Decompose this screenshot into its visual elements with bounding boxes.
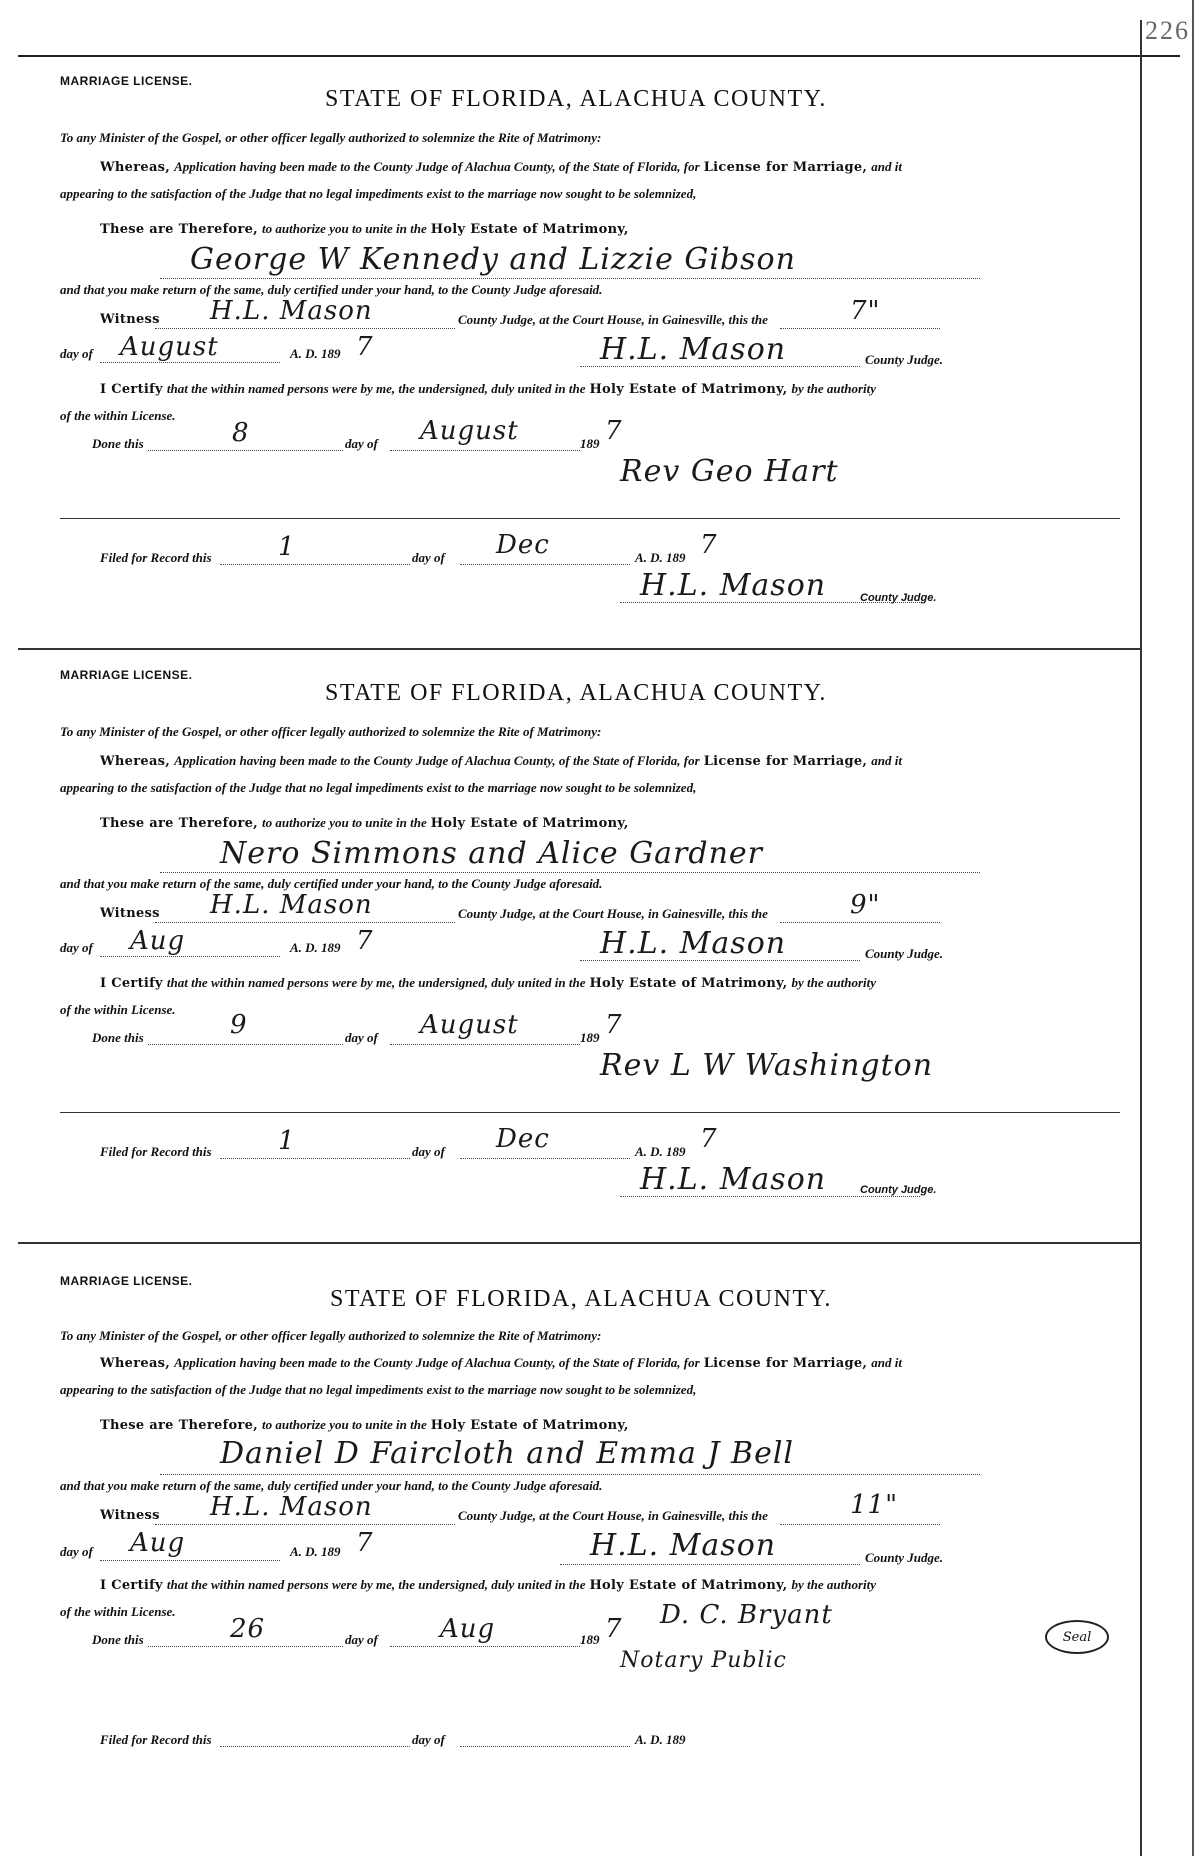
filed-ad: A. D. 189 [635, 550, 686, 565]
issue-month-rule [100, 1560, 280, 1561]
certify-line: I Certify that the within named persons were by me, the undersigned, duly united in the Holy Estate of Matrimony, by the authority [100, 975, 877, 991]
filed-day: 1 [278, 532, 296, 562]
done-month: Aug [440, 1614, 496, 1644]
done-year: 7 [605, 416, 623, 446]
license-heading: STATE OF FLORIDA, ALACHUA COUNTY. [325, 680, 827, 706]
done-day-of: day of [345, 1632, 378, 1647]
judge-rule [580, 960, 860, 961]
judge-signature: H.L. Mason [590, 1528, 777, 1563]
done-day-rule [148, 1646, 343, 1647]
notary-seal: Seal [1045, 1620, 1109, 1654]
officiant-title: Notary Public [620, 1648, 787, 1673]
appearing-line: appearing to the satisfaction of the Judge that no legal impediments exist to the marriage now sought to be solemnized, [60, 1382, 697, 1397]
filed-judge-rule [620, 1196, 920, 1197]
couple-names: Daniel D Faircloth and Emma J Bell [220, 1436, 795, 1471]
filed-label: Filed for Record this [100, 550, 212, 565]
issue-month: Aug [130, 1528, 186, 1558]
whereas-line: Whereas, Application having been made to the County Judge of Alachua County, of the State of Florida, for License for Marriage, and it [100, 753, 902, 769]
done-month: August [420, 1010, 519, 1040]
page-number: 226 [1145, 16, 1190, 45]
day-of-label: day of [60, 940, 93, 955]
whereas-line: Whereas, Application having been made to the County Judge of Alachua County, of the State of Florida, for License for Marriage, and it [100, 1355, 902, 1371]
officiant-signature: D. C. Bryant [660, 1600, 833, 1630]
license-1 [60, 70, 1120, 630]
names-rule [160, 1474, 980, 1475]
witness-name: H.L. Mason [210, 1492, 373, 1522]
judge-rule [560, 1564, 860, 1565]
county-judge-label: County Judge. [865, 1550, 944, 1565]
filed-ad: A. D. 189 [635, 1732, 686, 1747]
done-year: 7 [605, 1010, 623, 1040]
license-3 [60, 1270, 1120, 1830]
county-judge-label: County Judge. [865, 352, 944, 367]
filed-separator [60, 1112, 1120, 1113]
issue-day: 11" [850, 1490, 899, 1520]
county-judge-small: County Judge. [860, 1184, 937, 1196]
officiant-signature: Rev Geo Hart [620, 454, 839, 489]
couple-names: George W Kennedy and Lizzie Gibson [190, 242, 796, 277]
done-year-label: 189 [580, 1632, 600, 1647]
filed-day-rule [220, 564, 410, 565]
names-rule [160, 278, 980, 279]
done-this-label: Done this [92, 1030, 144, 1045]
certify-line: I Certify that the within named persons were by me, the undersigned, duly united in the Holy Estate of Matrimony, by the authority [100, 381, 877, 397]
issue-day-rule [780, 328, 940, 329]
couple-names: Nero Simmons and Alice Gardner [220, 836, 764, 871]
done-month-rule [390, 450, 580, 451]
filed-day: 1 [278, 1126, 296, 1156]
filed-ad: A. D. 189 [635, 1144, 686, 1159]
filed-month: Dec [496, 530, 550, 560]
issue-day: 7" [850, 296, 881, 326]
filed-day-rule [220, 1158, 410, 1159]
names-rule [160, 872, 980, 873]
within-license: of the within License. [60, 408, 176, 423]
filed-separator [60, 518, 1120, 519]
issue-year: 7 [356, 926, 374, 956]
address-line: To any Minister of the Gospel, or other officer legally authorized to solemnize the Rite of Matrimony: [60, 1328, 602, 1343]
these-line: These are Therefore, to authorize you to unite in the Holy Estate of Matrimony, [100, 221, 629, 237]
judge-rule [580, 366, 860, 367]
witness-name: H.L. Mason [210, 890, 373, 920]
done-month-rule [390, 1044, 580, 1045]
license-divider-1 [18, 648, 1140, 650]
these-line: These are Therefore, to authorize you to unite in the Holy Estate of Matrimony, [100, 1417, 629, 1433]
done-day: 8 [232, 418, 250, 448]
certify-line: I Certify that the within named persons were by me, the undersigned, duly united in the Holy Estate of Matrimony, by the authority [100, 1577, 877, 1593]
address-line: To any Minister of the Gospel, or other officer legally authorized to solemnize the Rite of Matrimony: [60, 724, 602, 739]
county-judge-small: County Judge. [860, 592, 937, 604]
address-line: To any Minister of the Gospel, or other officer legally authorized to solemnize the Rite of Matrimony: [60, 130, 602, 145]
done-month: August [420, 416, 519, 446]
filed-month: Dec [496, 1124, 550, 1154]
witness-rule [155, 922, 455, 923]
filed-day-of: day of [412, 1144, 445, 1159]
day-of-label: day of [60, 346, 93, 361]
page-edge-rule [1192, 0, 1194, 1856]
issue-year: 7 [356, 1528, 374, 1558]
ad-label: A. D. 189 [290, 346, 341, 361]
witness-line: Witness [100, 312, 160, 327]
filed-day-of: day of [412, 550, 445, 565]
license-divider-2 [18, 1242, 1140, 1244]
witness-rule [155, 328, 455, 329]
right-margin-rule [1140, 20, 1142, 1856]
done-this-label: Done this [92, 436, 144, 451]
day-of-label: day of [60, 1544, 93, 1559]
these-line: These are Therefore, to authorize you to unite in the Holy Estate of Matrimony, [100, 815, 629, 831]
license-type-label: MARRIAGE LICENSE. [60, 1274, 193, 1288]
issue-month: August [120, 332, 219, 362]
filed-judge-signature: H.L. Mason [640, 568, 827, 603]
filed-label: Filed for Record this [100, 1732, 212, 1747]
witness-line: Witness [100, 906, 160, 921]
county-judge-at: County Judge, at the Court House, in Gainesville, this the [458, 312, 768, 327]
filed-label: Filed for Record this [100, 1144, 212, 1159]
filed-month-rule [460, 564, 630, 565]
issue-day-rule [780, 1524, 940, 1525]
filed-month-rule [460, 1158, 630, 1159]
done-month-rule [390, 1646, 580, 1647]
done-day: 9 [230, 1010, 248, 1040]
return-line: and that you make return of the same, duly certified under your hand, to the County Judge aforesaid. [60, 282, 603, 297]
done-day-rule [148, 450, 343, 451]
top-rule [18, 55, 1180, 57]
issue-month: Aug [130, 926, 186, 956]
whereas-line: Whereas, Application having been made to the County Judge of Alachua County, of the State of Florida, for License for Marriage, and it [100, 159, 902, 175]
license-heading: STATE OF FLORIDA, ALACHUA COUNTY. [325, 86, 827, 112]
county-judge-label: County Judge. [865, 946, 944, 961]
judge-signature: H.L. Mason [600, 926, 787, 961]
done-day: 26 [230, 1614, 266, 1644]
done-this-label: Done this [92, 1632, 144, 1647]
done-day-of: day of [345, 436, 378, 451]
witness-rule [155, 1524, 455, 1525]
issue-day-rule [780, 922, 940, 923]
done-year-label: 189 [580, 1030, 600, 1045]
license-2 [60, 664, 1120, 1224]
filed-day-rule [220, 1746, 410, 1747]
license-type-label: MARRIAGE LICENSE. [60, 668, 193, 682]
within-license: of the within License. [60, 1002, 176, 1017]
issue-month-rule [100, 956, 280, 957]
filed-day-of: day of [412, 1732, 445, 1747]
filed-year: 7 [700, 530, 718, 560]
return-line: and that you make return of the same, duly certified under your hand, to the County Judge aforesaid. [60, 876, 603, 891]
county-judge-at: County Judge, at the Court House, in Gainesville, this the [458, 906, 768, 921]
return-line: and that you make return of the same, duly certified under your hand, to the County Judge aforesaid. [60, 1478, 603, 1493]
witness-name: H.L. Mason [210, 296, 373, 326]
judge-signature: H.L. Mason [600, 332, 787, 367]
issue-year: 7 [356, 332, 374, 362]
issue-day: 9" [850, 890, 881, 920]
county-judge-at: County Judge, at the Court House, in Gainesville, this the [458, 1508, 768, 1523]
done-year-label: 189 [580, 436, 600, 451]
filed-judge-signature: H.L. Mason [640, 1162, 827, 1197]
filed-month-rule [460, 1746, 630, 1747]
issue-month-rule [100, 362, 280, 363]
ad-label: A. D. 189 [290, 940, 341, 955]
within-license: of the within License. [60, 1604, 176, 1619]
filed-year: 7 [700, 1124, 718, 1154]
license-heading: STATE OF FLORIDA, ALACHUA COUNTY. [330, 1286, 832, 1312]
officiant-signature: Rev L W Washington [600, 1048, 934, 1083]
witness-line: Witness [100, 1508, 160, 1523]
license-type-label: MARRIAGE LICENSE. [60, 74, 193, 88]
ad-label: A. D. 189 [290, 1544, 341, 1559]
done-day-of: day of [345, 1030, 378, 1045]
appearing-line: appearing to the satisfaction of the Judge that no legal impediments exist to the marriage now sought to be solemnized, [60, 780, 697, 795]
appearing-line: appearing to the satisfaction of the Judge that no legal impediments exist to the marriage now sought to be solemnized, [60, 186, 697, 201]
done-day-rule [148, 1044, 343, 1045]
done-year: 7 [605, 1614, 623, 1644]
